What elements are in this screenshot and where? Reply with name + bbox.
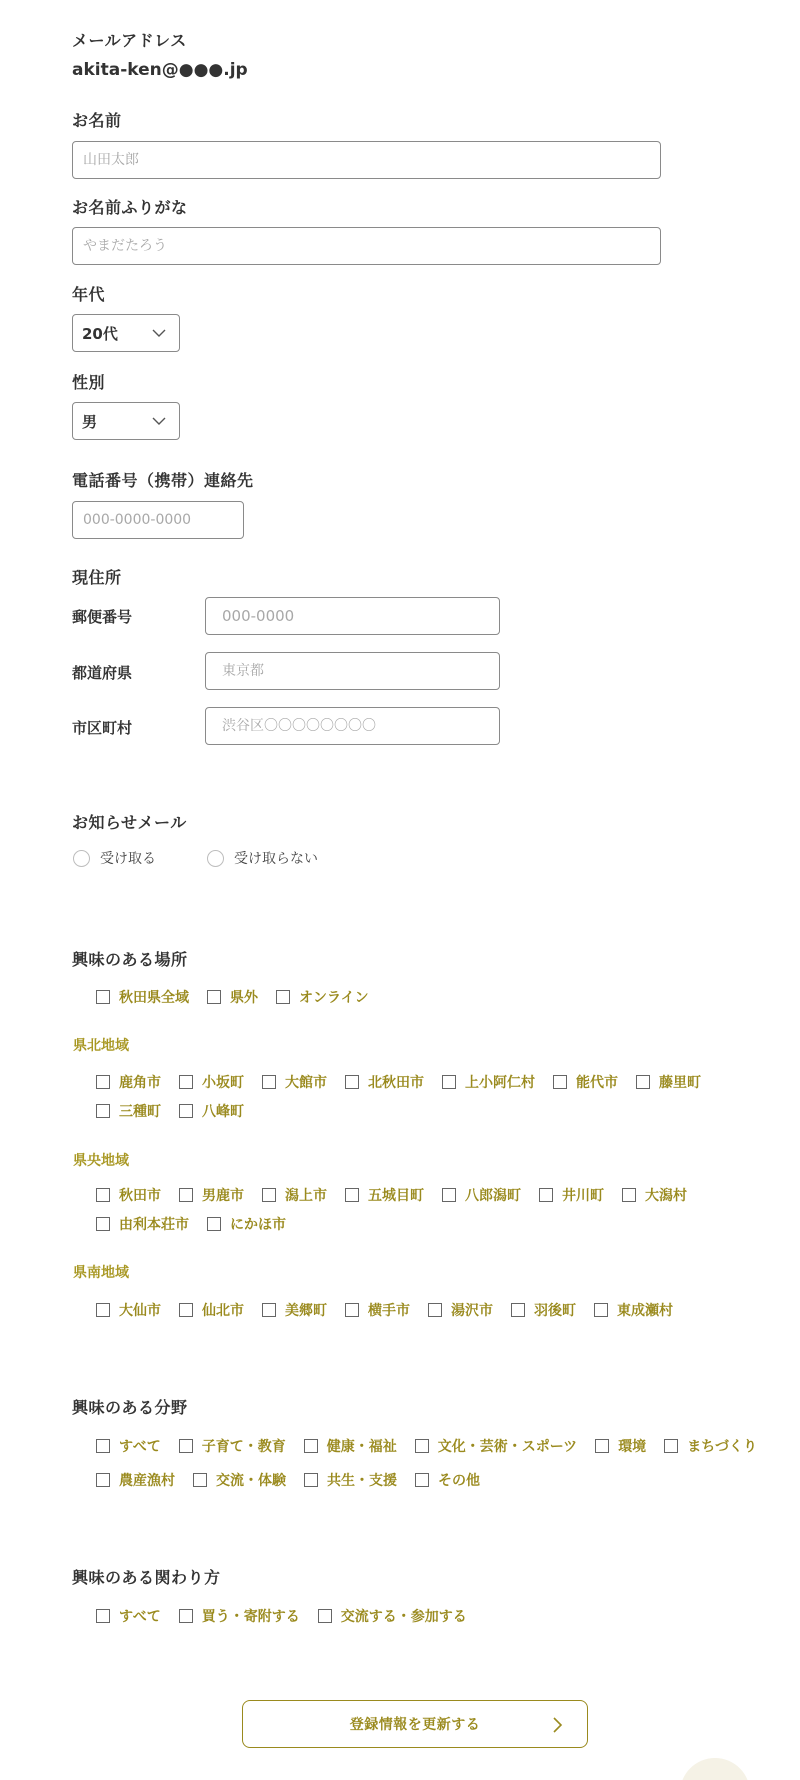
checkbox-akita-all[interactable] [96,987,189,1007]
checkbox-label: 子育て・教育 [201,1439,286,1455]
checkbox-label: 由利本荘市 [119,1217,189,1233]
region-south-label: 県南地域 [73,1265,129,1281]
checkbox-box[interactable] [262,1303,276,1317]
checkbox-mitane[interactable] [96,1101,161,1121]
checkbox-field-culture[interactable] [415,1436,577,1456]
checkbox-box[interactable] [96,1609,110,1623]
checkbox-label: 羽後町 [534,1303,576,1319]
age-select[interactable] [72,314,180,352]
involvement-row [96,1606,485,1626]
checkbox-outside-prefecture[interactable] [207,987,258,1007]
region-north-row-1 [96,1072,719,1092]
email-label: メールアドレス [72,31,187,50]
city-input[interactable] [205,707,500,745]
checkbox-box[interactable] [96,1217,110,1231]
city-label: 市区町村 [72,719,133,737]
checkbox-box[interactable] [179,1075,193,1089]
checkbox-box[interactable] [345,1188,359,1202]
fields-row-1 [96,1436,775,1456]
email-value: akita-ken@●●●.jp [72,60,248,80]
region-north-label: 県北地域 [73,1038,129,1054]
checkbox-box[interactable] [179,1188,193,1202]
region-central-row-2 [96,1214,304,1234]
checkbox-label: 交流する・参加する [340,1609,467,1625]
checkbox-box[interactable] [345,1075,359,1089]
places-top-row [96,987,387,1007]
checkbox-label: 三種町 [119,1104,161,1120]
fields-label: 興味のある分野 [72,1398,188,1417]
checkbox-box[interactable] [415,1439,429,1453]
checkbox-label: 交流・体験 [216,1473,286,1489]
checkbox-box[interactable] [553,1075,567,1089]
address-label: 現住所 [72,568,122,587]
checkbox-box[interactable] [511,1303,525,1317]
checkbox-akita-city[interactable] [96,1185,161,1205]
checkbox-nikaho[interactable] [207,1214,286,1234]
checkbox-box[interactable] [594,1303,608,1317]
checkbox-hachirogata[interactable] [442,1185,521,1205]
checkbox-label: 秋田市 [119,1188,161,1204]
checkbox-box[interactable] [207,1217,221,1231]
fields-row-2 [96,1470,498,1490]
checkbox-box[interactable] [179,1303,193,1317]
checkbox-label: 文化・芸術・スポーツ [437,1439,578,1455]
checkbox-label: 男鹿市 [202,1188,244,1204]
checkbox-semboku[interactable] [179,1300,244,1320]
newsletter-label: お知らせメール [72,813,187,832]
decorative-circle [680,1758,750,1780]
checkbox-label: 能代市 [576,1075,618,1091]
places-label: 興味のある場所 [72,950,188,969]
radio-not-receive-label: 受け取らない [234,851,318,867]
checkbox-label: 共生・支援 [327,1473,397,1489]
checkbox-ogata[interactable] [622,1185,687,1205]
checkbox-box[interactable] [304,1473,318,1487]
checkbox-kazuno[interactable] [96,1072,161,1092]
checkbox-label: 秋田県全域 [119,990,189,1006]
checkbox-label: 上小阿仁村 [465,1075,535,1091]
age-selected-value: 20代 [82,324,118,343]
phone-input[interactable] [72,501,244,539]
checkbox-label: 八郎潟町 [465,1188,521,1204]
region-central-label: 県央地域 [73,1153,129,1169]
checkbox-box[interactable] [622,1188,636,1202]
radio-receive[interactable] [73,848,156,868]
checkbox-box[interactable] [96,990,110,1004]
checkbox-oga[interactable] [179,1185,244,1205]
checkbox-label: 鹿角市 [119,1075,161,1091]
region-south-row-1 [96,1300,691,1320]
checkbox-field-support[interactable] [304,1470,397,1490]
checkbox-katagami[interactable] [262,1185,327,1205]
checkbox-box[interactable] [96,1104,110,1118]
checkbox-yokote[interactable] [345,1300,410,1320]
checkbox-gojome[interactable] [345,1185,424,1205]
checkbox-box[interactable] [179,1439,193,1453]
checkbox-label: 大館市 [285,1075,327,1091]
checkbox-box[interactable] [636,1075,650,1089]
checkbox-label: すべて [119,1609,161,1625]
checkbox-label: 北秋田市 [368,1075,424,1091]
checkbox-box[interactable] [415,1473,429,1487]
checkbox-kosaka[interactable] [179,1072,244,1092]
checkbox-label: 買う・寄附する [201,1609,300,1625]
checkbox-label: 大潟村 [645,1188,687,1204]
checkbox-involve-all[interactable] [96,1606,161,1626]
checkbox-label: 五城目町 [368,1188,424,1204]
checkbox-box[interactable] [179,1609,193,1623]
checkbox-daisen[interactable] [96,1300,161,1320]
gender-label: 性別 [72,373,106,392]
radio-circle [73,850,90,867]
checkbox-field-environment[interactable] [595,1436,646,1456]
prefecture-input[interactable] [205,652,500,690]
update-registration-button[interactable] [242,1700,588,1748]
checkbox-label: 潟上市 [285,1188,327,1204]
checkbox-online[interactable] [276,987,369,1007]
checkbox-label: 湯沢市 [451,1303,493,1319]
checkbox-field-exchange[interactable] [193,1470,286,1490]
checkbox-box[interactable] [318,1609,332,1623]
checkbox-box[interactable] [96,1075,110,1089]
checkbox-label: 小坂町 [202,1075,244,1091]
checkbox-label: すべて [119,1439,161,1455]
checkbox-label: 農産漁村 [119,1473,175,1489]
radio-not-receive[interactable] [207,848,318,868]
checkbox-field-health[interactable] [304,1436,397,1456]
checkbox-box[interactable] [664,1439,678,1453]
checkbox-box[interactable] [207,990,221,1004]
phone-label: 電話番号（携帯）連絡先 [72,471,254,490]
checkbox-label: まちづくり [687,1439,758,1455]
checkbox-fujisato[interactable] [636,1072,701,1092]
checkbox-box[interactable] [442,1188,456,1202]
checkbox-field-other[interactable] [415,1470,480,1490]
checkbox-label: 井川町 [562,1188,604,1204]
checkbox-box[interactable] [539,1188,553,1202]
checkbox-label: 県外 [230,990,258,1006]
checkbox-kitaakita[interactable] [345,1072,424,1092]
name-label: お名前 [72,111,122,130]
checkbox-label: オンライン [299,990,369,1006]
checkbox-yurihonjo[interactable] [96,1214,189,1234]
furigana-input[interactable] [72,227,661,265]
checkbox-field-childcare[interactable] [179,1436,286,1456]
prefecture-label: 都道府県 [72,664,133,682]
chevron-down-icon [151,325,167,341]
radio-circle [207,850,224,867]
checkbox-label: 美郷町 [285,1303,327,1319]
checkbox-box[interactable] [304,1439,318,1453]
update-registration-label: 登録情報を更新する [349,1717,481,1733]
gender-select[interactable] [72,402,180,440]
checkbox-box[interactable] [96,1439,110,1453]
checkbox-box[interactable] [262,1075,276,1089]
chevron-down-icon [151,413,167,429]
checkbox-odate[interactable] [262,1072,327,1092]
checkbox-label: 横手市 [368,1303,410,1319]
involvement-label: 興味のある関わり方 [72,1568,221,1587]
furigana-label: お名前ふりがな [72,198,188,217]
postal-label: 郵便番号 [72,608,133,626]
checkbox-label: 八峰町 [202,1104,244,1120]
checkbox-label: 藤里町 [659,1075,701,1091]
checkbox-box[interactable] [276,990,290,1004]
region-central-row-1 [96,1185,705,1205]
gender-selected-value: 男 [82,412,98,431]
checkbox-label: 健康・福祉 [326,1439,397,1455]
postal-input[interactable] [205,597,500,635]
checkbox-field-all[interactable] [96,1436,161,1456]
checkbox-yuzawa[interactable] [428,1300,493,1320]
checkbox-box[interactable] [193,1473,207,1487]
checkbox-box[interactable] [179,1104,193,1118]
checkbox-box[interactable] [345,1303,359,1317]
checkbox-label: 東成瀬村 [617,1303,673,1319]
checkbox-higashinaruse[interactable] [594,1300,673,1320]
checkbox-noshiro[interactable] [553,1072,618,1092]
checkbox-label: 大仙市 [119,1303,161,1319]
checkbox-involve-buy[interactable] [179,1606,300,1626]
checkbox-box[interactable] [96,1188,110,1202]
checkbox-field-agriculture[interactable] [96,1470,175,1490]
checkbox-misato[interactable] [262,1300,327,1320]
checkbox-label: 環境 [618,1439,647,1455]
checkbox-kamikoani[interactable] [442,1072,535,1092]
checkbox-label: にかほ市 [230,1217,286,1233]
checkbox-ugo[interactable] [511,1300,576,1320]
checkbox-label: その他 [438,1473,480,1489]
checkbox-involve-join[interactable] [318,1606,467,1626]
name-input[interactable] [72,141,661,179]
checkbox-box[interactable] [595,1439,609,1453]
radio-receive-label: 受け取る [100,851,156,867]
checkbox-box[interactable] [442,1075,456,1089]
age-label: 年代 [72,285,106,304]
checkbox-happo[interactable] [179,1101,244,1121]
checkbox-box[interactable] [96,1473,110,1487]
checkbox-box[interactable] [262,1188,276,1202]
checkbox-box[interactable] [428,1303,442,1317]
checkbox-box[interactable] [96,1303,110,1317]
checkbox-label: 仙北市 [202,1303,244,1319]
chevron-right-icon [549,1716,565,1734]
checkbox-field-community[interactable] [664,1436,757,1456]
region-north-row-2 [96,1101,262,1121]
checkbox-ikawa[interactable] [539,1185,604,1205]
